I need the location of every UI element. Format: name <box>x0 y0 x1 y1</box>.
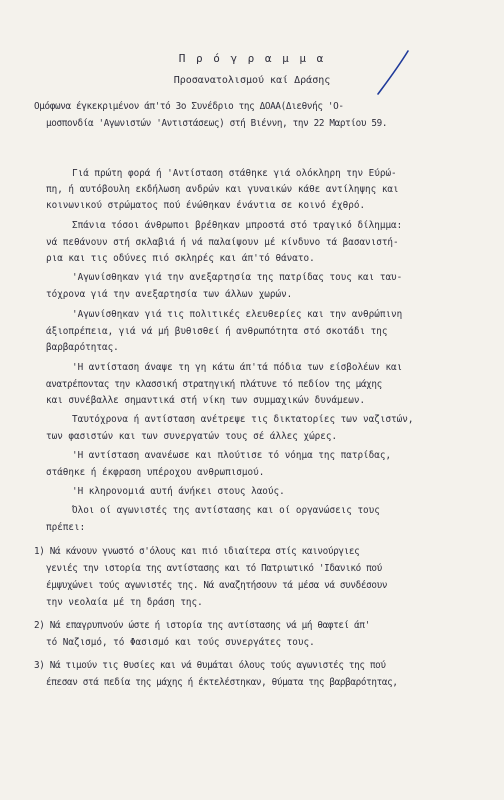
text-line: στάθηκε ή έκφραση υπέροχου ανθρωπισμού. <box>46 467 265 478</box>
document-title: Π ρ ό γ ρ α μ μ α <box>178 52 326 65</box>
pen-mark <box>372 48 412 98</box>
text-line: κοινωνικού στρώματος πού ένώθηκαν ένάντια σε κοινό έχθρό. <box>46 200 366 211</box>
text-line: Όλοι οί αγωνιστές της αντίστασης και οί οργανώσεις τους <box>72 505 380 516</box>
text-line: έμψυχώνει τούς αγωνιστές της. Νά αναζητήσουν τά μέσα νά συνδέσουν <box>46 580 388 591</box>
text-line: των φασιστών και των συνεργατών τους σέ άλλες χώρες. <box>46 431 338 442</box>
text-line: την νεολαία μέ τη δράση της. <box>46 597 203 608</box>
text-line: πη, ή αυτόβουλη εκδήλωση ανδρών και γυναικών κάθε αντίληψης και <box>46 184 399 195</box>
text-line: ανατρέποντας την κλασσική στρατηγική πλάτυνε τό πεδίον της μάχης <box>46 379 382 390</box>
text-line: Ταυτόχρονα ή αντίσταση ανέτρεψε τις δικτατορίες των ναζιστών, <box>72 414 414 425</box>
text-line: και συνέβαλλε σημαντικά στή νίκη των συμμαχικών δυνάμεων. <box>46 395 366 406</box>
text-line: 'Η αντίσταση ανανέωσε και πλούτισε τό νόημα της πατρίδας, <box>72 450 392 461</box>
text-line: έπεσαν στά πεδία της μάχης ή έκτελέστηκαν, θύματα της βαρβαρότητας, <box>46 677 398 688</box>
text-line: 1) Νά κάνουν γνωστό σ'όλους και πιό ιδιαίτερα στίς καινούργιες <box>34 546 360 557</box>
text-line: Σπάνια τόσοι άνθρωποι βρέθηκαν μπροστά στό τραγικό δίλημμα: <box>72 220 403 231</box>
text-line: 'Η αντίσταση άναψε τη γη κάτω άπ'τά πόδια των είσβολέων και <box>72 362 403 373</box>
text-line: 'Αγωνίσθηκαν γιά τις πολιτικές ελευθερίες και την ανθρώπινη <box>72 309 403 320</box>
text-line: 'Αγωνίσθηκαν γιά την ανεξαρτησία της πατρίδας τους και ταυ- <box>72 272 403 283</box>
text-line: 2) Νά επαγρυπνούν ώστε ή ιστορία της αντίστασης νά μή θαφτεί άπ' <box>34 620 370 631</box>
text-line: άξιοπρέπεια, γιά νά μή βυθισθεί ή ανθρωπότητα στό σκοτάδι της <box>46 326 388 337</box>
text-line: ρια και τις οδύνες πιό σκληρές και άπ'τό θάνατο. <box>46 253 315 264</box>
text-line: Ομόφωνα έγκεκριμένον άπ'τό 3ο Συνέδριο της ΔΟΑΑ(Διεθνής 'Ο- <box>34 101 344 112</box>
text-line: γενιές την ιστορία της αντίστασης και τό Πατριωτικό 'Ιδανικό πού <box>46 563 382 574</box>
text-line: πρέπει: <box>46 522 86 533</box>
text-line: βαρβαρότητας. <box>46 342 119 353</box>
text-line: νά πεθάνουν στή σκλαβιά ή νά παλαίψουν μέ κίνδυνο τά βασανιστή- <box>46 237 399 248</box>
text-line: μοσπονδία 'Αγωνιστών 'Αντιστάσεως) στή Βιέννη, την 22 Μαρτίου 59. <box>46 118 388 129</box>
document-subtitle: Προσανατολισμού καί Δράσης <box>173 75 331 86</box>
text-line: 3) Νά τιμούν τις θυσίες και νά θυμάται όλους τούς αγωνιστές της πού <box>34 660 386 671</box>
text-line: 'Η κληρονομιά αυτή άνήκει στους λαούς. <box>72 486 285 497</box>
text-line: τόχρονα γιά την ανεξαρτησία των άλλων χωρών. <box>46 289 293 300</box>
text-line: Γιά πρώτη φορά ή 'Αντίσταση στάθηκε γιά ολόκληρη την Εύρώ- <box>72 168 397 179</box>
text-line: τό Ναζισμό, τό Φασισμό και τούς συνεργάτες τους. <box>46 637 315 648</box>
